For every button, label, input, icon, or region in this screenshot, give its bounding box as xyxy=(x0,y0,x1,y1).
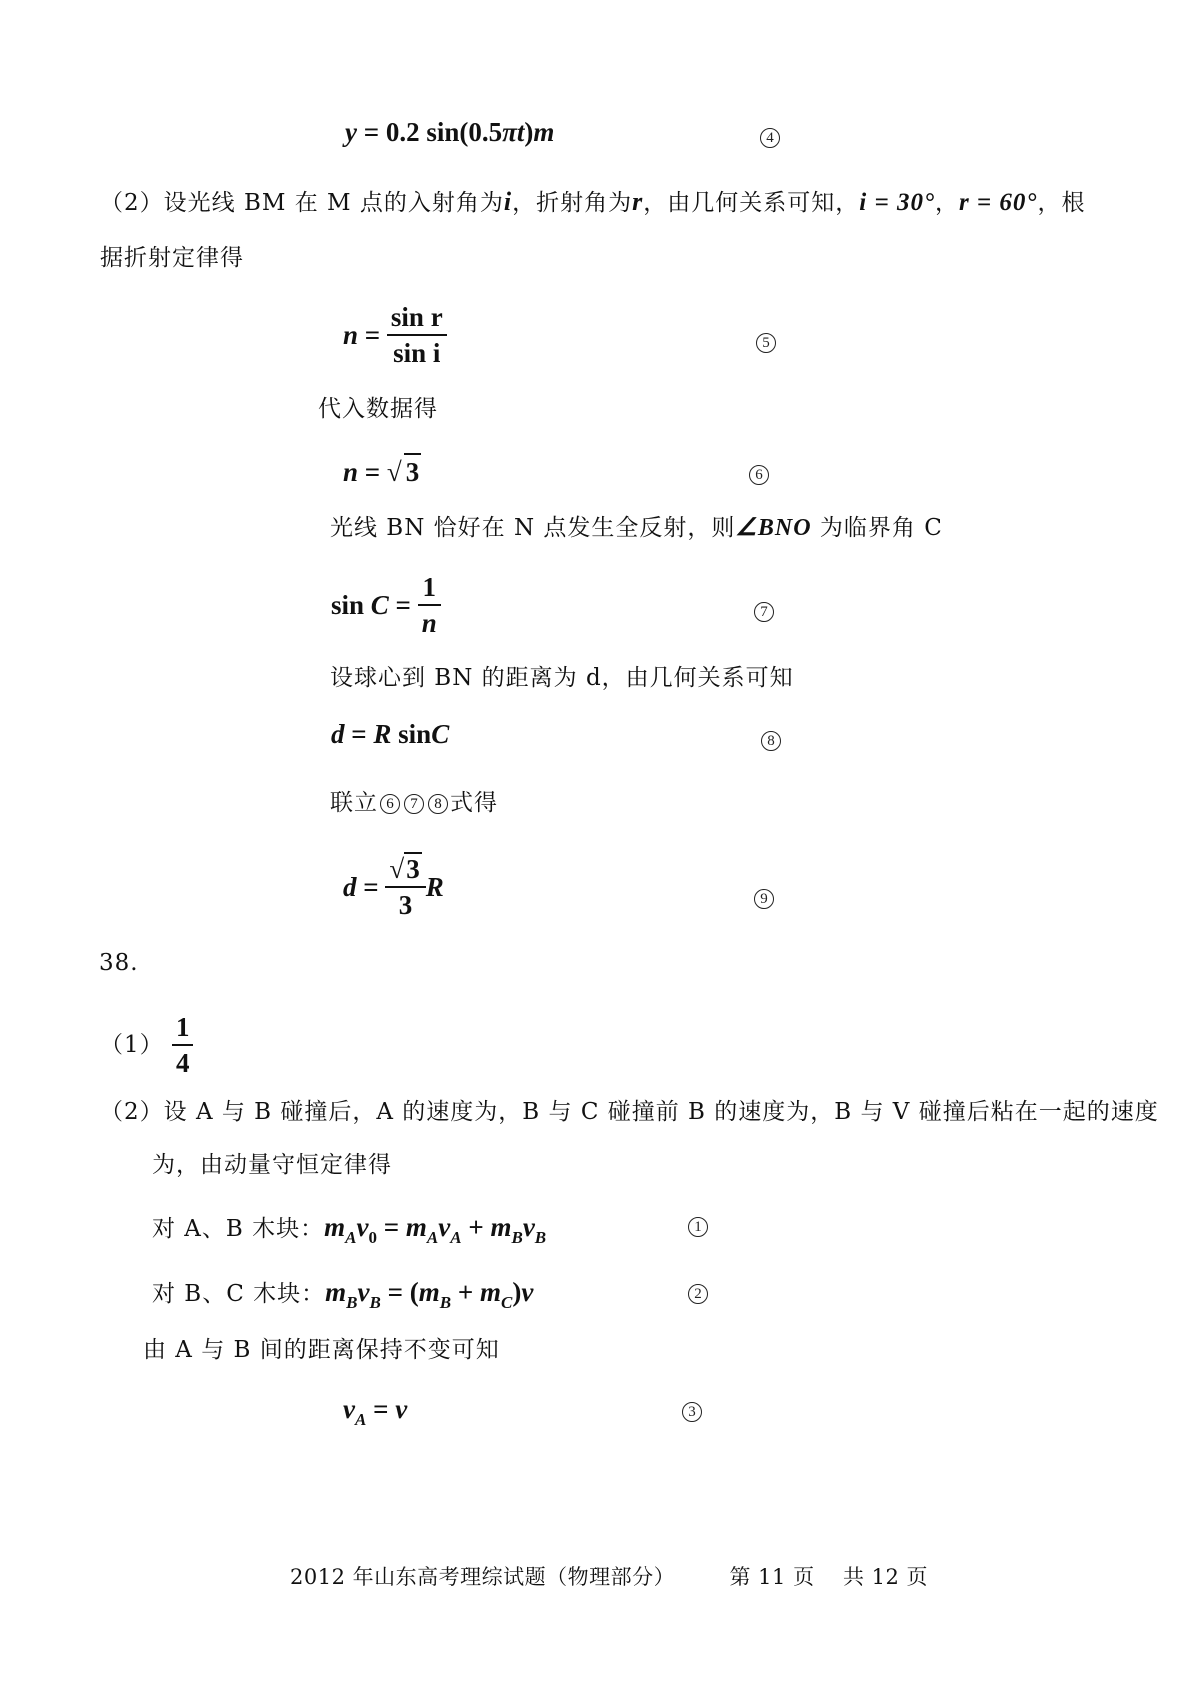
eq9-lhs: d xyxy=(343,872,357,902)
equation-marker-5: 5 xyxy=(756,333,776,353)
eq7-numerator: 1 xyxy=(422,572,436,602)
question-38-number: 38. xyxy=(99,950,139,976)
eq7-denominator: n xyxy=(421,608,437,638)
part2-end: ，根 xyxy=(1037,190,1086,216)
eq9-tail: R xyxy=(425,872,444,902)
q38-part2-line1: （2）设 A 与 B 碰撞后，A 的速度为，B 与 C 碰撞前 B 的速度为，B 与 V 碰撞后粘在一起的速度 xyxy=(100,1099,1159,1125)
footer-title: 2012 年山东高考理综试题（物理部分） xyxy=(290,1565,676,1589)
bc-equation: $m_Bv_B = (m_B + m_C)v$ xyxy=(325,1277,534,1312)
part2-sep: ， xyxy=(934,190,959,216)
equation-marker-3: 3 xyxy=(682,1402,702,1422)
equation-marker-7: 7 xyxy=(754,602,774,622)
angle-bno: ∠BNO xyxy=(735,515,812,541)
cond-r: r = 60° xyxy=(958,189,1038,216)
part2-line1 xyxy=(100,187,1085,218)
page-footer xyxy=(290,1562,928,1592)
equation-4: y = 0.2 sin(0.5πt)m xyxy=(345,117,555,147)
part2-prefix: （2）设光线 BM 在 M 点的入射角为 xyxy=(100,190,504,216)
equation-marker-2: 2 xyxy=(688,1284,708,1304)
var-r: r xyxy=(632,187,644,216)
eq5-fraction xyxy=(387,300,447,370)
footer-total: 共 12 页 xyxy=(842,1565,929,1589)
equation-marker-4: 4 xyxy=(760,128,780,148)
combine-a: 联立 xyxy=(330,790,378,816)
equation-5: n = $\frac{\text{sin r}}{\text{sin i}}$ xyxy=(343,300,447,370)
combine-b: 式得 xyxy=(450,790,498,816)
equation-marker-9: 9 xyxy=(754,889,774,909)
eq4-lhs: y xyxy=(345,117,357,147)
eq6-lhs: n xyxy=(343,457,359,487)
eq7-fraction xyxy=(418,570,441,640)
equation-marker-1: 1 xyxy=(688,1217,708,1237)
equation-6: n = √ 3 xyxy=(343,453,421,489)
part2-line2: 据折射定律得 xyxy=(100,245,244,271)
bc-label: 对 B、C 木块： xyxy=(152,1281,326,1307)
q38-part1-denominator: 4 xyxy=(175,1048,190,1078)
ab-equation-row xyxy=(152,1210,546,1255)
eq6-sqrt: √ 3 xyxy=(387,453,421,489)
equation-marker-6: 6 xyxy=(749,465,769,485)
distance-text: 设球心到 BN 的距离为 d，由几何关系可知 xyxy=(330,665,794,691)
equation-8: d = R sinC xyxy=(331,719,450,749)
eq9-denominator: 3 xyxy=(398,890,413,920)
eq9-fraction: $\frac{√3}{3}$ xyxy=(385,852,425,922)
bc-equation-row xyxy=(152,1275,533,1320)
equation-marker-8: 8 xyxy=(761,731,781,751)
eq5-denominator: sin i xyxy=(393,338,441,368)
var-i: i xyxy=(503,187,513,216)
total-reflection-text xyxy=(330,513,943,543)
equation-9: d = $\frac{√3}{3}$ R xyxy=(343,854,444,920)
ab-equation: $m_Av_0 = m_Av_A + m_Bv_B$ xyxy=(324,1212,547,1247)
equation-3: $v_A = v$ xyxy=(343,1394,408,1429)
q38-part1-numerator: 1 xyxy=(175,1012,190,1042)
eq5-lhs: n xyxy=(343,320,359,350)
cond-i: i = 30° xyxy=(859,189,935,216)
substitute-text: 代入数据得 xyxy=(318,396,438,422)
q38-part1-label: （1） xyxy=(100,1032,164,1058)
part2-mid: ，折射角为 xyxy=(512,190,633,216)
q38-part2-line2: 为，由动量守恒定律得 xyxy=(152,1152,392,1178)
ab-label: 对 A、B 木块： xyxy=(152,1216,325,1242)
total-reflection-b: 为临界角 C xyxy=(819,515,943,541)
distance-constant-text: 由 A 与 B 间的距离保持不变可知 xyxy=(143,1337,500,1363)
eq9-radicand: 3 xyxy=(406,854,420,884)
q38-part1-fraction xyxy=(172,1010,194,1080)
part2-mid2: ，由几何关系可知， xyxy=(643,190,860,216)
total-reflection-a: 光线 BN 恰好在 N 点发生全反射，则 xyxy=(330,515,736,541)
combine-marker-7: 7 xyxy=(404,794,424,814)
q38-part1 xyxy=(100,1010,193,1080)
footer-page: 第 11 页 xyxy=(729,1565,815,1589)
combine-marker-8: 8 xyxy=(428,794,448,814)
combine-marker-6: 6 xyxy=(380,794,400,814)
combine-text xyxy=(330,788,498,818)
eq6-radicand: 3 xyxy=(404,453,422,489)
equation-7: sin C = $\frac{1}{n}$ xyxy=(331,570,441,640)
eq8-lhs: d xyxy=(331,719,345,749)
eq5-numerator: sin r xyxy=(390,302,443,332)
